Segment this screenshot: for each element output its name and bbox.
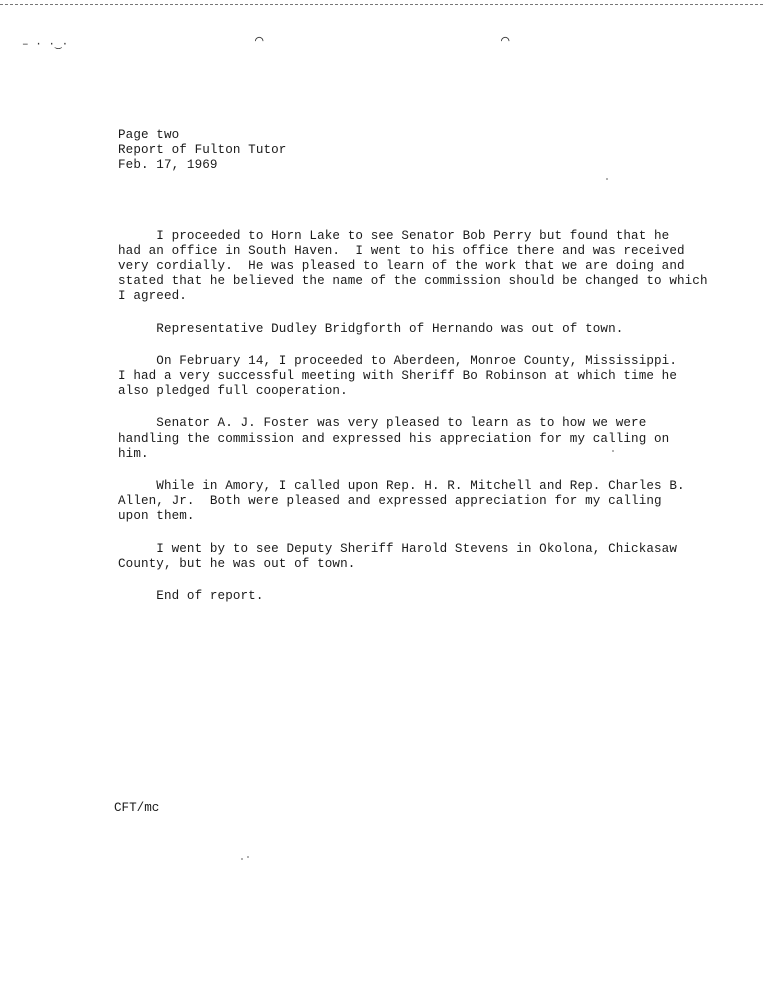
paragraph-aberdeen: On February 14, I proceeded to Aberdeen, Monroe County, Mississippi. I had a very successful meeting with Sheriff Bo Robinson at which time he also pledged full cooperation.	[118, 353, 677, 399]
page-label: Page two	[118, 128, 180, 142]
paragraph-horn-lake: I proceeded to Horn Lake to see Senator Bob Perry but found that he had an office in South Haven. I went to his office there and was received very cordially. He was pleased to learn of the work that we are doing and stated that he believed the name of the commission should be changed to which I agreed.	[118, 228, 708, 304]
report-date: Feb. 17, 1969	[118, 158, 218, 173]
scan-speck	[247, 856, 249, 858]
binder-mark-right: ⌒	[501, 33, 510, 49]
corner-scan-mark: – · ·‿·	[22, 39, 69, 51]
letter-body	[118, 128, 718, 621]
scan-speck	[241, 858, 243, 860]
paragraph-amory: While in Amory, I called upon Rep. H. R. Mitchell and Rep. Charles B. Allen, Jr. Both were pleased and expressed appreciation for my calling upon them.	[118, 479, 685, 524]
paragraph-hernando: Representative Dudley Bridgforth of Hernando was out of town.	[118, 321, 624, 336]
paragraph-okolona: I went by to see Deputy Sheriff Harold Stevens in Okolona, Chickasaw County, but he was out of town.	[118, 541, 677, 571]
paragraph-foster: Senator A. J. Foster was very pleased to learn as to how we were handling the commission and expressed his appreciation for my calling on him.	[118, 416, 670, 461]
top-perforation-line	[0, 4, 763, 5]
paragraph-end: End of report.	[118, 589, 264, 604]
binder-mark-left: ⌒	[255, 33, 264, 49]
signoff-initials: CFT/mc	[114, 801, 160, 815]
header-spacer	[118, 174, 718, 229]
report-title: Report of Fulton Tutor	[118, 143, 287, 158]
